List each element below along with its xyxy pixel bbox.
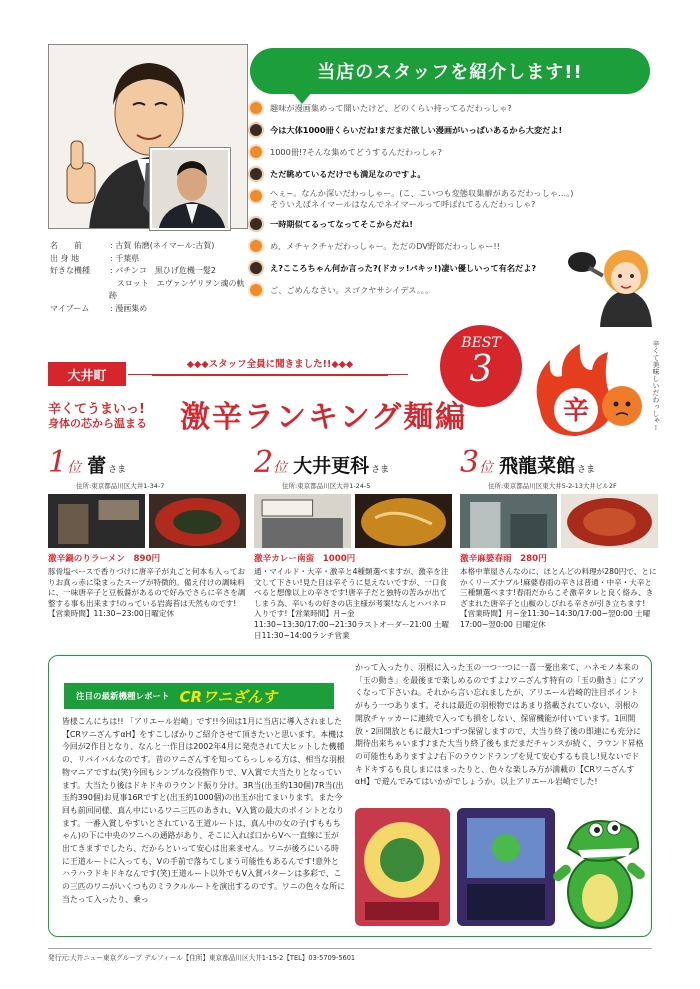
shop-description: 本格中華屋さんなのに、ほとんどの料理が280円で、とにかくリーズナブル!麻婆春雨の辛さは普通・中辛・大辛と三種類選べます!春雨だからこそ激辛タレと良く絡み、きざまれた唐辛子と山椒のしびれる辛さが引き立ちます!【営業時間】月~金11:30~14:30/17:00~翌0:00 土曜17:00~翌0:00 日曜定休: [460, 567, 657, 629]
ranking-title: 激辛ランキング麺編: [180, 400, 468, 435]
publisher-footer: 発行元:大井ニュー東京グループ デルフィール【住所】東京都品川区大井1-15-2【TEL】03-5709-5601: [48, 948, 652, 962]
pachinko-machine-photos: [355, 808, 555, 926]
shop-storefront-photo: [48, 494, 145, 548]
shop-address: 住所:東京都品川区東大井5-2-13大井ビル2F: [488, 482, 617, 490]
dialogue-line: 今は大体1000冊くらいだね!まだまだ欲しい漫画がいっぱいあるから大変だよ!: [248, 122, 608, 138]
shop-rank: 1 位 蕾 さま: [48, 445, 127, 480]
shop-description: 豚骨塩ベースで香りづけに唐辛子が丸ごと何本も入っておりお真っ赤に染まったスープが特徴的。備え付けの調味料に、一味唐辛子と豆板醤があるので好みでさらに辛さを調整する事も出来ます!のっている岩海苔は天然ものです!【営業時間】11:30~23:00日曜定休: [48, 567, 246, 619]
staff-face-icon: [248, 166, 264, 182]
ranking-subtitle: 身体の芯から温まる: [48, 417, 147, 430]
survey-banner: ◆◆◆スタッフ全員に聞きました!!◆◆◆: [152, 356, 388, 376]
dialogue: [248, 100, 608, 304]
shop-storefront-photo: [460, 494, 557, 548]
dish-name-price: 激辛鍋のりラーメン 890円: [48, 554, 161, 564]
best-number: 3: [469, 349, 493, 390]
staff-heading-text: 当店のスタッフを紹介します!!: [317, 62, 583, 83]
spicy-note: 辛くて美味しいだわっしゃー: [652, 340, 660, 431]
profile-row: 出 身 地 : 千葉県: [50, 253, 140, 263]
spicy-character-illustration: [520, 340, 660, 450]
staff-face-icon: [248, 216, 264, 232]
report-heading: [64, 683, 334, 709]
dish-photo: [355, 494, 452, 548]
mascot-girl-illustration: [560, 232, 660, 327]
dialogue-line: ただ眺めているだけでも満足なのですよ。: [248, 166, 608, 182]
spicy-char: 辛: [562, 396, 590, 426]
shop-entry: [254, 445, 452, 641]
profile-row: 名 前 : 古賀 佑磨(ネイマール:古賀): [50, 241, 215, 250]
report-text-right: かって入ったり、羽根に入った玉の一つ一つに一喜一憂出来て、ハネモノ本来の「玉の動き」を最後まで楽しめるのですよ♪ワニざんす特有の「玉の動き」にアツくなって下さいね。それから言い忘れましたが、アリエール岩崎的注目ポイントがもう一つあります。それは最近の羽根物ではあまり搭載されていない、羽根の開放チャッカーに連続で入っても損をしない、保留機能が付いています。1回開放・2回開放ともに最大1つずつ保留しますので、大当り終了後の即連にも充分に期待出来ちゃいます♪また大当り終了後もまだまだチャンスが続く、ラウンド昇格の可能性もありますよ♪右下のラウンドランプを見て安心するも良し!見ないでドキドキするも良しまにはまったりと、色々な楽しみ方が満載の【CRワニざんすαH】で遊んでみてはいかがでしょうか。以上アリエール岩崎でした!: [355, 663, 645, 787]
dialogue-line: め、メチャクチャだわっしゃー。ただのDV野郎だわっしゃー!!: [248, 238, 608, 254]
shop-name: 大井更科: [293, 455, 370, 477]
shop-storefront-photo: [254, 494, 351, 548]
dialogue-line: ご、ごめんなさい。スゴクヤサシイデス。。。: [248, 282, 608, 298]
shop-name: 蕾: [87, 455, 107, 477]
staff-face-icon: [248, 122, 264, 138]
profile-row: マイブーム : 漫画集め: [50, 303, 148, 313]
staff-heading: [250, 48, 650, 94]
report-title: CRワニざんす: [179, 687, 278, 706]
girl-face-icon: [248, 238, 264, 254]
shop-rank: 2 位 大井更科 さま: [254, 445, 390, 480]
shop-description: 通・マイルド・大辛・激辛と4種類選べますが、激辛を注文して下さい!見た目は辛そうに見えないですが、一口食べると想像以上の辛さです!唐辛子だと独特の苦みが出てしまう為、辛いもの好きの店主様が考案!なんとハバネロ入りです!【営業時間】月~金11:30~13:30/17:00~21:30ラストオーダー21:00 土曜日11:30~14:00ランチ営業: [254, 567, 450, 640]
shop-entry: [48, 445, 246, 620]
staff-face-icon: [248, 260, 264, 276]
report-label: 注目の最新機種レポート: [76, 692, 170, 702]
dialogue-line: へぇ~。なんか深いだわっしゃー。(こ、こいつも変態収集癖があるだわっしゃ…。) そういえばネイマールはなんでネイマールって呼ばれてるんだわっしゃ?: [248, 188, 608, 210]
shop-entry: [460, 445, 658, 631]
staff-photo: [150, 148, 230, 230]
crocodile-mascot-illustration: [548, 808, 648, 932]
girl-face-icon: [248, 188, 264, 204]
profile-row: スロット エヴァンゲリヲン魂の軌跡: [108, 278, 245, 301]
dialogue-line: え?こころちゃん何か言った?(ドカッ!バキッ!)凄い優しいって有名だよ?: [248, 260, 608, 276]
dish-photo: [561, 494, 658, 548]
best-label: BEST: [461, 335, 501, 351]
dish-photo: [149, 494, 246, 548]
report-text-left: 皆様こんにちは!! 「アリエール岩崎」です!!今回は1月に当店に導入されました【CRワニざんすαH】をすこしばかりご紹介させて頂きたいと思います。本機は今回が2作目となり、なんと一作目は2002年4月に発売されて大ヒットした機種の、リバイバルなのです。昔のワニざんすを知ってらっしゃる方は、相当な羽根物マニアですね(笑)今回もシンプルな役物作りで、V入賞で大当たりとなっています。大当たり後はドキドキのラウンド振り分け。3R当(出玉約130個)7R当(出玉約390個)お見事16Rですと(出玉約1000個)の出玉が出てまいります。また今回も前回同様、真ん中にいるワニ三匹のあきれ、V入賞の最大のポイントとなります。一番入賞しやすいとされている王道ルートは、真ん中の女の子(すももちゃん)の下に中央のワニへの通路があり、そこに入れば口からVへ一直線に玉が出てきますでしたら、だからといって安心は出来ません。ワニが後ろにいる時に王道ルートに入っても、Vの手前で落ちてしまう可能性もあるんです!意外とハラハラドキドキなんです(笑)王道ルート以外でもV入賞パターンは多彩で、この三匹のワニがいくつものミラクルルートを演出するのです。ワニの色々な所に当たって入ったり、乗っ: [62, 717, 345, 904]
girl-face-icon: [248, 100, 264, 116]
profile-row: 好きな機種 : パチンコ 黒ひげ危機一髪2: [50, 266, 216, 276]
shop-name: 飛龍菜館: [499, 455, 576, 477]
girl-face-icon: [248, 144, 264, 160]
area-badge: 大井町: [48, 362, 126, 386]
staff-profile: [50, 240, 250, 316]
girl-face-icon: [248, 282, 264, 298]
ranking-subtitle: 辛くてうまいっ!: [48, 402, 145, 417]
shop-rank: 3 位 飛龍菜館 さま: [460, 445, 596, 480]
dialogue-line: 1000冊!?そんな集めてどうするんだわっしゃ?: [248, 144, 608, 160]
shop-address: 住所:東京都品川区大井1-24-5: [282, 482, 371, 490]
dialogue-line: 趣味が漫画集めって聞いたけど、どのくらい持ってるだわっしゃ?: [248, 100, 608, 116]
dish-name-price: 激辛カレー南蛮 1000円: [254, 554, 356, 564]
shop-address: 住所:東京都品川区大井1-34-7: [76, 482, 165, 490]
dialogue-line: 一時期似てるってなってそこからだね!: [248, 216, 608, 232]
dish-name-price: 激辛麻婆春雨 280円: [460, 554, 547, 564]
